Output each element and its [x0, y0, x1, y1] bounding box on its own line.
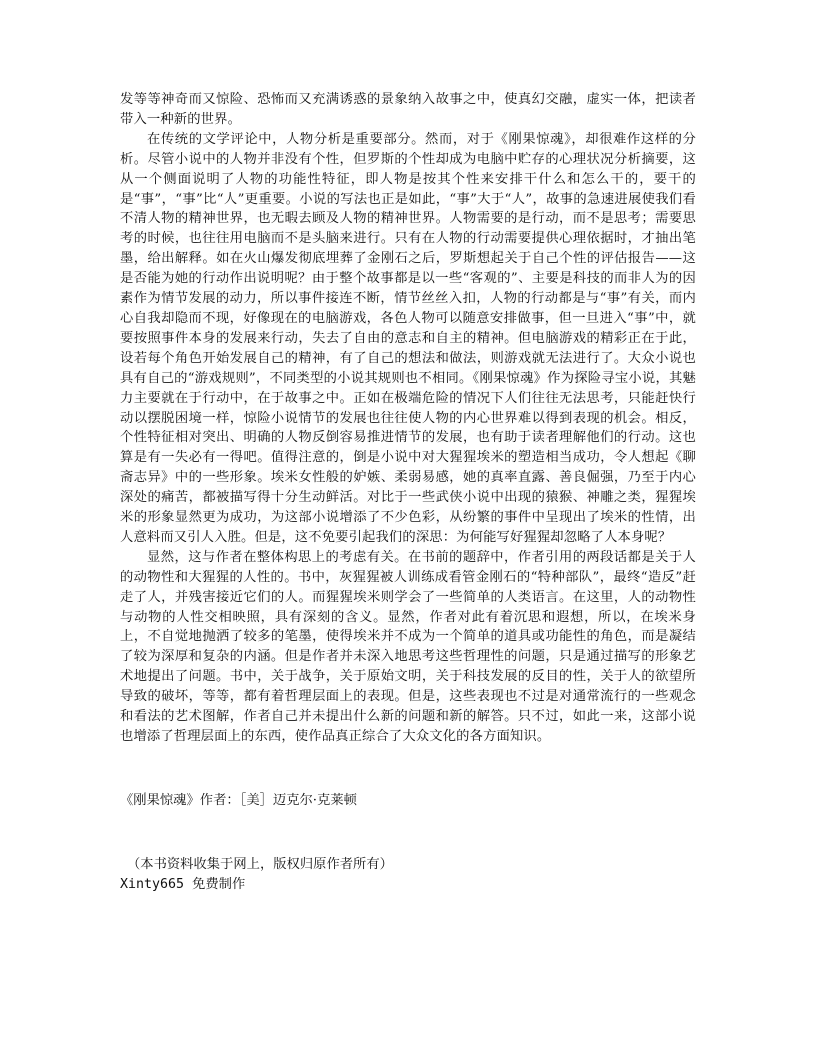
- body-text: [120, 90, 696, 747]
- maker-credit: Xinty665 免费制作: [120, 877, 246, 892]
- copyright-note: [120, 855, 393, 875]
- paragraph-author-intent: 显然，这与作者在整体构思上的考虑有关。在书前的题辞中，作者引用的两段话都是关于人的动物性和大猩猩的人性的。书中，灰猩猩被人训练成看管金刚石的“特种部队”，最终“造反”赶走了人，并残害接近它们的人。而猩猩埃米则学会了一些简单的人类语言。在这里，人的动物性与动物的人性交相映照，具有深刻的含义。显然，作者对此有着沉思和遐想，所以，在埃米身上，不自觉地抛洒了较多的笔墨，使得埃米并不成为一个简单的道具或功能性的角色，而是凝结了较为深厚和复杂的内涵。但是作者并未深入地思考这些哲理性的问题，只是通过描写的形象艺术地提出了问题。书中，关于战争，关于原始文明，关于科技发展的反目的性，关于人的欲望所导致的破坏，等等，都有着哲理层面上的表现。但是，这些表现也不过是对通常流行的一些观念和看法的艺术图解，作者自己并未提出什么新的问题和新的解答。只不过，如此一来，这部小说也增添了哲理层面上的东西，使作品真正综合了大众文化的各方面知识。: [120, 549, 696, 744]
- copyright-text: （本书资料收集于网上，版权归原作者所有）: [127, 857, 393, 872]
- paragraph-continued: 发等等神奇而又惊险、恐怖而又充满诱惑的景象纳入故事之中，使真幻交融，虚实一体，把读者带入一种新的世界。: [120, 92, 696, 127]
- paragraph-character-analysis: 在传统的文学评论中，人物分析是重要部分。然而，对于《刚果惊魂》，却很难作这样的分析。尽管小说中的人物并非没有个性，但罗斯的个性却成为电脑中贮存的心理状况分析摘要，这从一个侧面说明了人物的功能性特征，即人物是按其个性来安排干什么和怎么干的，要干的是“事”，“事”比“人”更重要。小说的写法也正是如此，“事”大于“人”，故事的急速进展使我们看不清人物的精神世界，也无暇去顾及人物的精神世界。人物需要的是行动，而不是思考；需要思考的时候，也往往用电脑而不是头脑来进行。只有在人物的行动需要提供心理依据时，才抽出笔墨，给出解释。如在火山爆发彻底埋葬了金刚石之后，罗斯想起关于自己个性的评估报告——这是否能为她的行动作出说明呢？由于整个故事都是以一些“客观的”、主要是科技的而非人为的因素作为情节发展的动力，所以事件接连不断，情节丝丝入扣，人物的行动都是与“事”有关，而内心自我却隐而不现，好像现在的电脑游戏，各色人物可以随意安排做事，但一旦进入“事”中，就要按照事件本身的发展来行动，失去了自由的意志和自主的精神。但电脑游戏的精彩正在于此，设若每个角色开始发展自己的精神，有了自己的想法和做法，则游戏就无法进行了。大众小说也具有自己的“游戏规则”，不同类型的小说其规则也不相同。《刚果惊魂》作为探险寻宝小说，其魅力主要就在于行动中，在于故事之中。正如在极端危险的情况下人们往往无法思考，只能赶快行动以摆脱困境一样，惊险小说情节的发展也往往使人物的内心世界难以得到表现的机会。相反，个性特征相对突出、明确的人物反倒容易推进情节的发展，也有助于读者理解他们的行动。这也算是有一失必有一得吧。值得注意的，倒是小说中对大猩猩埃米的塑造相当成功，令人想起《聊斋志异》中的一些形象。埃米女性般的妒嫉、柔弱易感，她的真率直露、善良倔强，乃至于内心深处的痛苦，都被描写得十分生动鲜活。对比于一些武侠小说中出现的猿猴、神雕之类，猩猩埃米的形象显然更为成功，为这部小说增添了不少色彩，从纷繁的事件中呈现出了埃米的性情，出人意料而又引人入胜。但是，这不免要引起我们的深思：为何能写好猩猩却忽略了人本身呢？: [120, 131, 696, 545]
- book-title-author: 《刚果惊魂》作者：［美］迈克尔·克莱顿: [120, 793, 357, 808]
